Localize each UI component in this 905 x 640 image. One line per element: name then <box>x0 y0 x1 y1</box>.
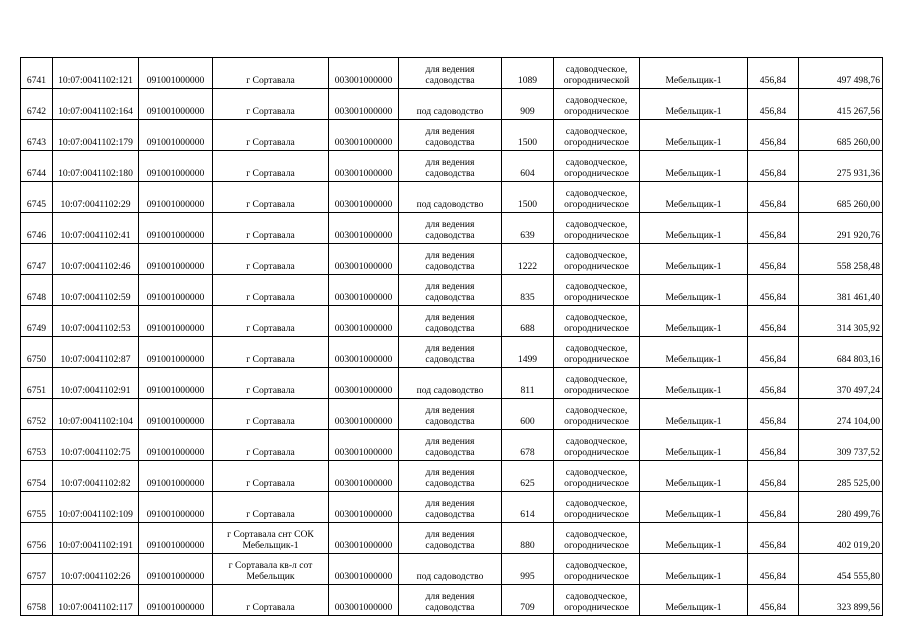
cell-permitted-use: под садоводство <box>399 182 502 213</box>
cell-location: г Сортавала <box>213 89 329 120</box>
table-row <box>21 399 883 430</box>
cell-location: г Сортавала <box>213 58 329 89</box>
cell-cadastral-number: 10:07:0041102:82 <box>53 461 139 492</box>
cell-row-number: 6753 <box>21 430 53 461</box>
cell-row-number: 6747 <box>21 244 53 275</box>
cell-okato-code: 003001000000 <box>329 306 399 337</box>
cell-area: 835 <box>502 275 554 306</box>
cell-association-name: Мебельщик-1 <box>640 337 748 368</box>
cell-oktmo-code: 091001000000 <box>139 523 213 554</box>
cell-specific-value: 456,84 <box>748 585 799 616</box>
cell-cadastral-number: 10:07:0041102:59 <box>53 275 139 306</box>
cell-specific-value: 456,84 <box>748 337 799 368</box>
cell-okato-code: 003001000000 <box>329 182 399 213</box>
cell-okato-code: 003001000000 <box>329 58 399 89</box>
table-row <box>21 554 883 585</box>
cell-permitted-use: для ведения садоводства <box>399 244 502 275</box>
cell-location: г Сортавала <box>213 151 329 182</box>
cell-row-number: 6741 <box>21 58 53 89</box>
table-row <box>21 244 883 275</box>
cell-land-use-category: садоводческое, огородническое <box>554 368 640 399</box>
cell-okato-code: 003001000000 <box>329 89 399 120</box>
cell-land-use-category: садоводческое, огородническое <box>554 151 640 182</box>
cell-area: 639 <box>502 213 554 244</box>
cell-specific-value: 456,84 <box>748 213 799 244</box>
cell-location: г Сортавала <box>213 399 329 430</box>
cell-location: г Сортавала <box>213 213 329 244</box>
cell-okato-code: 003001000000 <box>329 585 399 616</box>
cell-row-number: 6756 <box>21 523 53 554</box>
cell-cadastral-number: 10:07:0041102:26 <box>53 554 139 585</box>
cell-association-name: Мебельщик-1 <box>640 58 748 89</box>
cell-area: 1222 <box>502 244 554 275</box>
cell-land-use-category: садоводческое, огородническое <box>554 213 640 244</box>
cell-specific-value: 456,84 <box>748 182 799 213</box>
cell-cadastral-value: 323 899,56 <box>799 585 883 616</box>
cell-cadastral-number: 10:07:0041102:46 <box>53 244 139 275</box>
cell-cadastral-number: 10:07:0041102:109 <box>53 492 139 523</box>
cell-permitted-use: для ведения садоводства <box>399 213 502 244</box>
cell-oktmo-code: 091001000000 <box>139 399 213 430</box>
cell-specific-value: 456,84 <box>748 275 799 306</box>
table-row <box>21 275 883 306</box>
cell-okato-code: 003001000000 <box>329 275 399 306</box>
cell-cadastral-value: 415 267,56 <box>799 89 883 120</box>
cell-cadastral-number: 10:07:0041102:87 <box>53 337 139 368</box>
cell-permitted-use: для ведения садоводства <box>399 337 502 368</box>
cell-land-use-category: садоводческое, огородническое <box>554 244 640 275</box>
cell-land-use-category: садоводческое, огородническое <box>554 120 640 151</box>
cell-land-use-category: садоводческое, огородническое <box>554 89 640 120</box>
cell-area: 1500 <box>502 120 554 151</box>
cell-permitted-use: под садоводство <box>399 554 502 585</box>
cell-okato-code: 003001000000 <box>329 554 399 585</box>
cell-cadastral-number: 10:07:0041102:29 <box>53 182 139 213</box>
cell-land-use-category: садоводческое, огородническое <box>554 523 640 554</box>
cell-oktmo-code: 091001000000 <box>139 554 213 585</box>
cell-location: г Сортавала <box>213 492 329 523</box>
cell-association-name: Мебельщик-1 <box>640 492 748 523</box>
cell-association-name: Мебельщик-1 <box>640 244 748 275</box>
cell-cadastral-number: 10:07:0041102:117 <box>53 585 139 616</box>
cell-cadastral-value: 497 498,76 <box>799 58 883 89</box>
table-row <box>21 182 883 213</box>
cell-row-number: 6754 <box>21 461 53 492</box>
cell-land-use-category: садоводческое, огородническое <box>554 182 640 213</box>
table-row <box>21 151 883 182</box>
table-row <box>21 523 883 554</box>
cell-row-number: 6752 <box>21 399 53 430</box>
cell-cadastral-value: 381 461,40 <box>799 275 883 306</box>
cell-specific-value: 456,84 <box>748 120 799 151</box>
cell-row-number: 6751 <box>21 368 53 399</box>
cell-okato-code: 003001000000 <box>329 213 399 244</box>
cell-association-name: Мебельщик-1 <box>640 213 748 244</box>
table-row <box>21 306 883 337</box>
cell-okato-code: 003001000000 <box>329 120 399 151</box>
cell-permitted-use: для ведения садоводства <box>399 430 502 461</box>
cell-oktmo-code: 091001000000 <box>139 275 213 306</box>
cell-specific-value: 456,84 <box>748 306 799 337</box>
cell-cadastral-value: 275 931,36 <box>799 151 883 182</box>
cell-cadastral-value: 685 260,00 <box>799 182 883 213</box>
cell-row-number: 6750 <box>21 337 53 368</box>
cell-cadastral-value: 370 497,24 <box>799 368 883 399</box>
cell-oktmo-code: 091001000000 <box>139 151 213 182</box>
cell-oktmo-code: 091001000000 <box>139 89 213 120</box>
cell-permitted-use: для ведения садоводства <box>399 151 502 182</box>
cell-cadastral-number: 10:07:0041102:179 <box>53 120 139 151</box>
cell-okato-code: 003001000000 <box>329 461 399 492</box>
cell-association-name: Мебельщик-1 <box>640 151 748 182</box>
cell-oktmo-code: 091001000000 <box>139 182 213 213</box>
cell-permitted-use: для ведения садоводства <box>399 275 502 306</box>
cell-association-name: Мебельщик-1 <box>640 554 748 585</box>
cell-cadastral-number: 10:07:0041102:75 <box>53 430 139 461</box>
table-row <box>21 492 883 523</box>
cell-cadastral-value: 314 305,92 <box>799 306 883 337</box>
cell-land-use-category: садоводческое, огородническое <box>554 585 640 616</box>
cell-area: 678 <box>502 430 554 461</box>
cell-area: 995 <box>502 554 554 585</box>
table-row <box>21 213 883 244</box>
cell-permitted-use: для ведения садоводства <box>399 306 502 337</box>
cell-okato-code: 003001000000 <box>329 492 399 523</box>
cell-land-use-category: садоводческое, огородническое <box>554 492 640 523</box>
table-row <box>21 89 883 120</box>
cell-cadastral-number: 10:07:0041102:41 <box>53 213 139 244</box>
table-row <box>21 58 883 89</box>
cell-permitted-use: для ведения садоводства <box>399 523 502 554</box>
cell-cadastral-number: 10:07:0041102:121 <box>53 58 139 89</box>
cell-oktmo-code: 091001000000 <box>139 213 213 244</box>
cell-location: г Сортавала <box>213 368 329 399</box>
cell-cadastral-number: 10:07:0041102:191 <box>53 523 139 554</box>
cell-area: 600 <box>502 399 554 430</box>
cell-association-name: Мебельщик-1 <box>640 368 748 399</box>
cell-permitted-use: для ведения садоводства <box>399 399 502 430</box>
cell-cadastral-number: 10:07:0041102:180 <box>53 151 139 182</box>
cell-okato-code: 003001000000 <box>329 337 399 368</box>
cell-cadastral-number: 10:07:0041102:91 <box>53 368 139 399</box>
cell-row-number: 6744 <box>21 151 53 182</box>
cell-cadastral-value: 454 555,80 <box>799 554 883 585</box>
cell-cadastral-number: 10:07:0041102:53 <box>53 306 139 337</box>
cell-okato-code: 003001000000 <box>329 244 399 275</box>
cell-association-name: Мебельщик-1 <box>640 275 748 306</box>
cell-land-use-category: садоводческое, огородническое <box>554 554 640 585</box>
cell-row-number: 6743 <box>21 120 53 151</box>
cell-permitted-use: для ведения садоводства <box>399 585 502 616</box>
cell-location: г Сортавала <box>213 182 329 213</box>
cell-area: 880 <box>502 523 554 554</box>
cell-specific-value: 456,84 <box>748 399 799 430</box>
cell-okato-code: 003001000000 <box>329 151 399 182</box>
table-row <box>21 461 883 492</box>
cell-oktmo-code: 091001000000 <box>139 492 213 523</box>
cell-specific-value: 456,84 <box>748 244 799 275</box>
cell-oktmo-code: 091001000000 <box>139 461 213 492</box>
table-row <box>21 430 883 461</box>
cell-area: 1499 <box>502 337 554 368</box>
cell-specific-value: 456,84 <box>748 430 799 461</box>
table-row <box>21 368 883 399</box>
cell-okato-code: 003001000000 <box>329 399 399 430</box>
cell-specific-value: 456,84 <box>748 492 799 523</box>
cell-association-name: Мебельщик-1 <box>640 120 748 151</box>
cell-permitted-use: под садоводство <box>399 89 502 120</box>
cell-okato-code: 003001000000 <box>329 523 399 554</box>
cell-area: 909 <box>502 89 554 120</box>
cell-oktmo-code: 091001000000 <box>139 58 213 89</box>
cell-okato-code: 003001000000 <box>329 430 399 461</box>
cell-location: г Сортавала <box>213 275 329 306</box>
cell-association-name: Мебельщик-1 <box>640 306 748 337</box>
table-row <box>21 585 883 616</box>
cell-cadastral-value: 309 737,52 <box>799 430 883 461</box>
cell-area: 625 <box>502 461 554 492</box>
cell-permitted-use: для ведения садоводства <box>399 120 502 151</box>
cell-land-use-category: садоводческое, огородническое <box>554 337 640 368</box>
cell-association-name: Мебельщик-1 <box>640 89 748 120</box>
cell-permitted-use: для ведения садоводства <box>399 461 502 492</box>
cell-location: г Сортавала <box>213 337 329 368</box>
table-body <box>21 58 883 616</box>
cell-oktmo-code: 091001000000 <box>139 337 213 368</box>
cell-association-name: Мебельщик-1 <box>640 523 748 554</box>
cell-row-number: 6742 <box>21 89 53 120</box>
cell-specific-value: 456,84 <box>748 89 799 120</box>
cell-cadastral-value: 685 260,00 <box>799 120 883 151</box>
cell-location: г Сортавала <box>213 430 329 461</box>
cell-location: г Сортавала <box>213 585 329 616</box>
cell-oktmo-code: 091001000000 <box>139 368 213 399</box>
cell-area: 614 <box>502 492 554 523</box>
cell-row-number: 6749 <box>21 306 53 337</box>
cell-area: 1500 <box>502 182 554 213</box>
cell-cadastral-value: 280 499,76 <box>799 492 883 523</box>
cell-area: 604 <box>502 151 554 182</box>
cell-specific-value: 456,84 <box>748 554 799 585</box>
cell-specific-value: 456,84 <box>748 368 799 399</box>
cell-area: 811 <box>502 368 554 399</box>
cell-oktmo-code: 091001000000 <box>139 585 213 616</box>
cell-association-name: Мебельщик-1 <box>640 461 748 492</box>
cell-area: 709 <box>502 585 554 616</box>
cell-oktmo-code: 091001000000 <box>139 120 213 151</box>
cell-area: 1089 <box>502 58 554 89</box>
cell-specific-value: 456,84 <box>748 523 799 554</box>
cell-land-use-category: садоводческое, огородническое <box>554 399 640 430</box>
cell-location: г Сортавала <box>213 461 329 492</box>
cell-permitted-use: под садоводство <box>399 368 502 399</box>
cell-location: г Сортавала <box>213 120 329 151</box>
cell-oktmo-code: 091001000000 <box>139 244 213 275</box>
cell-cadastral-value: 285 525,00 <box>799 461 883 492</box>
cell-okato-code: 003001000000 <box>329 368 399 399</box>
cell-cadastral-value: 291 920,76 <box>799 213 883 244</box>
table-row <box>21 337 883 368</box>
cell-cadastral-value: 274 104,00 <box>799 399 883 430</box>
cell-association-name: Мебельщик-1 <box>640 430 748 461</box>
cell-location: г Сортавала снт СОК Мебельщик-1 <box>213 523 329 554</box>
cell-row-number: 6758 <box>21 585 53 616</box>
table-row <box>21 120 883 151</box>
cell-permitted-use: для ведения садоводства <box>399 492 502 523</box>
cell-row-number: 6757 <box>21 554 53 585</box>
cell-row-number: 6755 <box>21 492 53 523</box>
cell-location: г Сортавала <box>213 306 329 337</box>
cell-land-use-category: садоводческое, огородническое <box>554 461 640 492</box>
cell-oktmo-code: 091001000000 <box>139 306 213 337</box>
cell-row-number: 6745 <box>21 182 53 213</box>
cell-location: г Сортавала кв-л сот Мебельщик <box>213 554 329 585</box>
cell-association-name: Мебельщик-1 <box>640 399 748 430</box>
cadastral-value-table <box>20 57 883 616</box>
cell-cadastral-value: 684 803,16 <box>799 337 883 368</box>
cell-cadastral-value: 402 019,20 <box>799 523 883 554</box>
cell-specific-value: 456,84 <box>748 58 799 89</box>
cell-row-number: 6746 <box>21 213 53 244</box>
cell-cadastral-number: 10:07:0041102:104 <box>53 399 139 430</box>
cell-association-name: Мебельщик-1 <box>640 182 748 213</box>
cell-oktmo-code: 091001000000 <box>139 430 213 461</box>
cell-land-use-category: садоводческое, огородническое <box>554 275 640 306</box>
cell-area: 688 <box>502 306 554 337</box>
cell-permitted-use: для ведения садоводства <box>399 58 502 89</box>
cell-location: г Сортавала <box>213 244 329 275</box>
cell-specific-value: 456,84 <box>748 461 799 492</box>
cell-cadastral-number: 10:07:0041102:164 <box>53 89 139 120</box>
cell-specific-value: 456,84 <box>748 151 799 182</box>
cell-cadastral-value: 558 258,48 <box>799 244 883 275</box>
cell-land-use-category: садоводческое, огороднической <box>554 58 640 89</box>
cell-association-name: Мебельщик-1 <box>640 585 748 616</box>
cell-land-use-category: садоводческое, огородническое <box>554 306 640 337</box>
cell-land-use-category: садоводческое, огородническое <box>554 430 640 461</box>
cell-row-number: 6748 <box>21 275 53 306</box>
